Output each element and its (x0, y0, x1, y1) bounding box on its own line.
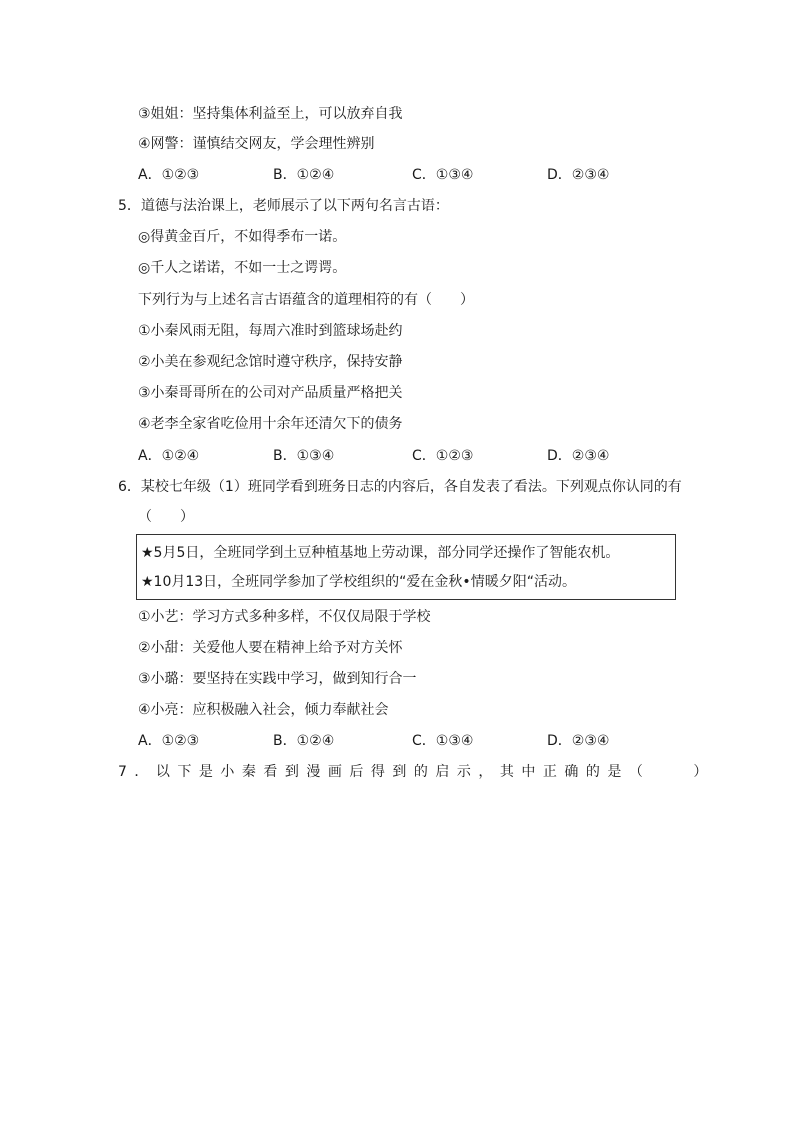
q6-item-3: ③小璐：要坚持在实践中学习，做到知行合一 (138, 671, 417, 687)
q4-option-d: D．②③④ (547, 167, 610, 183)
q7-stem: 7．以下是小秦看到漫画后得到的启示，其中正确的是（ ） (118, 764, 715, 780)
q5-quote-1: ◎得黄金百斤，不如得季布一诺。 (138, 229, 347, 245)
class-log-entry-1: ★5月5日，全班同学到土豆种植基地上劳动课，部分同学还操作了智能农机。 (141, 545, 620, 561)
q5-option-a: A．①②④ (138, 448, 200, 464)
q6-stem-cont: （ ） (138, 509, 194, 525)
q6-stem: 6．某校七年级（1）班同学看到班务日志的内容后，各自发表了看法。下列观点你认同的有 (118, 479, 682, 495)
q5-item-1: ①小秦风雨无阻，每周六准时到篮球场赴约 (138, 323, 403, 339)
q5-option-c: C．①②③ (412, 448, 474, 464)
class-log-entry-2: ★10月13日，全班同学参加了学校组织的“爱在金秋•情暖夕阳“活动。 (141, 574, 576, 590)
q5-item-4: ④老李全家省吃俭用十余年还清欠下的债务 (138, 416, 403, 432)
q6-option-c: C．①③④ (412, 733, 474, 749)
q5-option-b: B．①③④ (273, 448, 335, 464)
q4-option-c: C．①③④ (412, 167, 474, 183)
q5-stem: 5．道德与法治课上，老师展示了以下两句名言古语： (118, 198, 449, 214)
q4-item-3: ③姐姐：坚持集体利益至上，可以放弃自我 (138, 106, 403, 122)
q4-option-a: A．①②③ (138, 167, 200, 183)
q4-item-4: ④网警：谨慎结交网友，学会理性辨别 (138, 136, 375, 152)
q6-item-4: ④小亮：应积极融入社会，倾力奉献社会 (138, 702, 389, 718)
q5-item-3: ③小秦哥哥所在的公司对产品质量严格把关 (138, 385, 403, 401)
q5-item-2: ②小美在参观纪念馆时遵守秩序，保持安静 (138, 354, 403, 370)
q4-option-b: B．①②④ (273, 167, 335, 183)
q6-option-d: D．②③④ (547, 733, 610, 749)
q6-option-a: A．①②③ (138, 733, 200, 749)
q5-question: 下列行为与上述名言古语蕴含的道理相符的有（ ） (138, 292, 474, 308)
q5-quote-2: ◎千人之诺诺，不如一士之谔谔。 (138, 260, 347, 276)
q5-option-d: D．②③④ (547, 448, 610, 464)
class-log-box (136, 534, 676, 600)
q6-option-b: B．①②④ (273, 733, 335, 749)
q6-item-1: ①小艺：学习方式多种多样，不仅仅局限于学校 (138, 609, 431, 625)
q6-item-2: ②小甜：关爱他人要在精神上给予对方关怀 (138, 640, 403, 656)
